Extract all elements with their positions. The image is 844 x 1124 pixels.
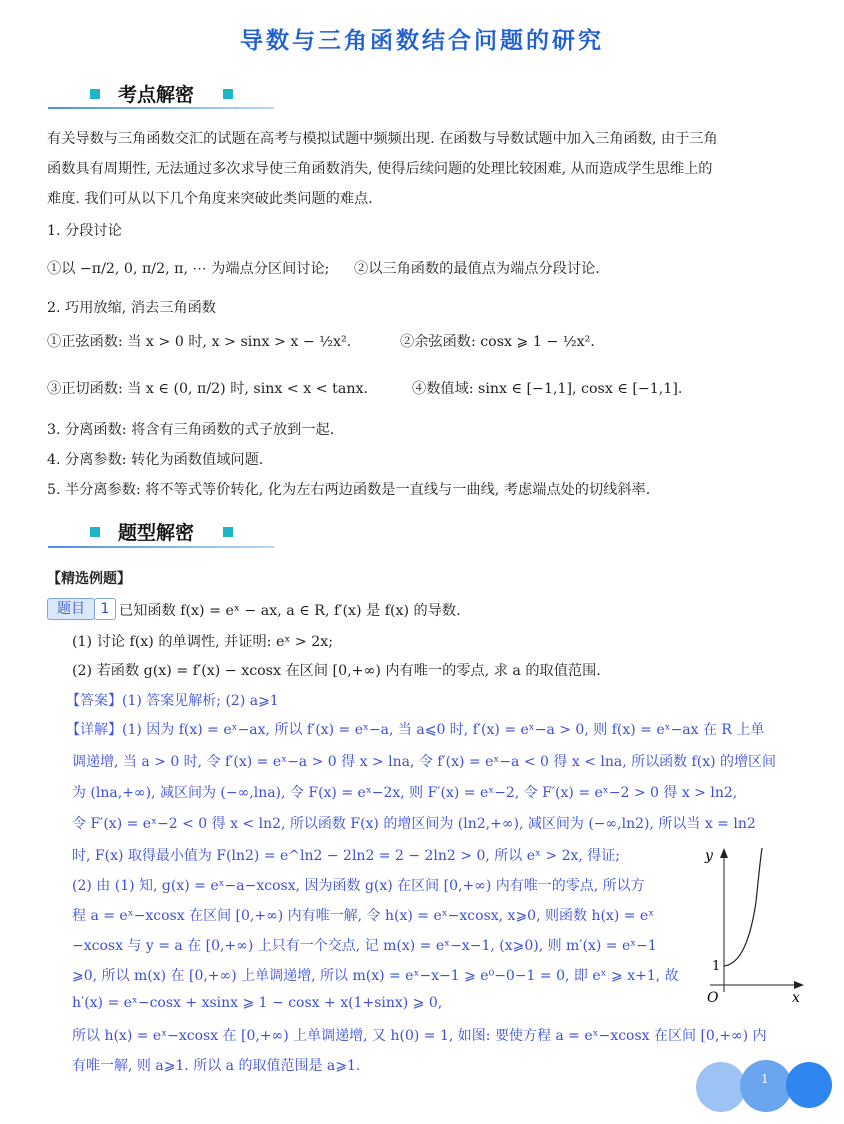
item-1b: ②以三角函数的最值点为端点分段讨论. xyxy=(354,261,600,277)
detail-line: 所以 h(x) = eˣ−xcosx 在 [0,+∞) 上单调递增, 又 h(0) = 1, 如图: 要使方程 a = eˣ−xcosx 在区间 [0,+∞) 内 xyxy=(72,1028,767,1044)
item-2c: ③正切函数: 当 x ∈ (0, π/2) 时, sinx < x < tanx. xyxy=(47,381,368,397)
section-underline xyxy=(48,107,274,109)
example-header: 【精选例题】 xyxy=(47,571,131,587)
detail-line: −xcosx 与 y = a 在 [0,+∞) 上只有一个交点, 记 m(x) = eˣ−x−1, (x⩾0), 则 m′(x) = eˣ−1 xyxy=(72,938,657,954)
circle-decoration xyxy=(786,1062,832,1108)
item-2a: ①正弦函数: 当 x > 0 时, x > sinx > x − ½x². xyxy=(47,334,352,350)
intro-line-3: 难度. 我们可从以下几个角度来突破此类问题的难点. xyxy=(47,191,373,207)
item-2b: ②余弦函数: cosx ⩾ 1 − ½x². xyxy=(400,334,595,350)
problem-q2: (2) 若函数 g(x) = f′(x) − xcosx 在区间 [0,+∞) 内有唯一的零点, 求 a 的取值范围. xyxy=(72,663,601,679)
detail-line: (2) 由 (1) 知, g(x) = eˣ−a−xcosx, 因为函数 g(x) 在区间 [0,+∞) 内有唯一的零点, 所以方 xyxy=(72,878,645,894)
item-1a: ①以 −π/2, 0, π/2, π, ⋯ 为端点分区间讨论; xyxy=(47,261,330,277)
circle-decoration xyxy=(740,1060,792,1112)
item-3: 3. 分离函数: 将含有三角函数的式子放到一起. xyxy=(47,422,335,438)
intro-line-1: 有关导数与三角函数交汇的试题在高考与模拟试题中频频出现. 在函数与导数试题中加入三角函数, 由于三角 xyxy=(47,131,718,147)
detail-line: 【详解】(1) 因为 f(x) = eˣ−ax, 所以 f′(x) = eˣ−a, 当 a⩽0 时, f′(x) = eˣ−a > 0, 则 f(x) = eˣ−ax 在 R 上单 xyxy=(66,722,765,738)
problem-tag-label: 题目 xyxy=(47,598,95,620)
square-bullet-icon xyxy=(90,89,100,99)
page-title: 导数与三角函数结合问题的研究 xyxy=(240,28,604,54)
one-label: 1 xyxy=(712,959,721,974)
problem-stem: 已知函数 f(x) = eˣ − ax, a ∈ R, f′(x) 是 f(x) 的导数. xyxy=(119,603,461,619)
intro-line-2: 函数具有周期性, 无法通过多次求导使三角函数消失, 使得后续问题的处理比较困难, 从而造成学生思维上的 xyxy=(47,161,713,177)
item-2d: ④数值域: sinx ∈ [−1,1], cosx ∈ [−1,1]. xyxy=(412,381,683,397)
circle-decoration xyxy=(696,1062,746,1112)
detail-line: 时, F(x) 取得最小值为 F(ln2) = e^ln2 − 2ln2 = 2 − 2ln2 > 0, 所以 eˣ > 2x, 得证; xyxy=(72,848,620,864)
detail-line: h′(x) = eˣ−cosx + xsinx ⩾ 1 − cosx + x(1+sinx) ⩾ 0, xyxy=(72,995,443,1011)
curve-h xyxy=(724,848,762,966)
detail-line: ⩾0, 所以 m(x) 在 [0,+∞) 上单调递增, 所以 m(x) = eˣ−x−1 ⩾ e⁰−0−1 = 0, 即 eˣ ⩾ x+1, 故 xyxy=(72,968,679,984)
item-4: 4. 分离参数: 转化为函数值域问题. xyxy=(47,452,264,468)
section-title: 考点解密 xyxy=(118,84,195,106)
square-bullet-icon xyxy=(90,527,100,537)
item-2: 2. 巧用放缩, 消去三角函数 xyxy=(47,300,216,316)
detail-line: 为 (lna,+∞), 减区间为 (−∞,lna), 令 F(x) = eˣ−2x, 则 F′(x) = eˣ−2, 令 F′(x) = eˣ−2 > 0 得 x > ln2, xyxy=(72,785,738,801)
section-underline xyxy=(48,546,274,548)
x-axis-arrow-icon xyxy=(794,981,804,989)
detail-line: 调递增, 当 a > 0 时, 令 f′(x) = eˣ−a > 0 得 x > lna, 令 f′(x) = eˣ−a < 0 得 x < lna, 所以函数 f(x) 的增区间 xyxy=(72,754,777,770)
origin-label: O xyxy=(707,990,719,1006)
section-title: 题型解密 xyxy=(118,522,195,544)
problem-tag-number: 1 xyxy=(94,598,116,620)
detail-line: 有唯一解, 则 a⩾1. 所以 a 的取值范围是 a⩾1. xyxy=(72,1058,361,1074)
item-1: 1. 分段讨论 xyxy=(47,223,122,239)
square-bullet-icon xyxy=(223,527,233,537)
y-label: y xyxy=(705,848,713,864)
detail-line: 程 a = eˣ−xcosx 在区间 [0,+∞) 内有唯一解, 令 h(x) = eˣ−xcosx, x⩾0, 则函数 h(x) = eˣ xyxy=(72,908,655,924)
x-label: x xyxy=(792,990,800,1006)
problem-q1: (1) 讨论 f(x) 的单调性, 并证明: eˣ > 2x; xyxy=(72,634,334,650)
answer-line: 【答案】(1) 答案见解析; (2) a⩾1 xyxy=(66,693,279,709)
page-number: 1 xyxy=(761,1072,769,1086)
square-bullet-icon xyxy=(223,89,233,99)
item-5: 5. 半分离参数: 将不等式等价转化, 化为左右两边函数是一直线与一曲线, 考虑端点处的切线斜率. xyxy=(47,482,651,498)
y-axis-arrow-icon xyxy=(720,848,728,858)
function-graph xyxy=(700,842,812,1010)
detail-line: 令 F′(x) = eˣ−2 < 0 得 x < ln2, 所以函数 F(x) 的增区间为 (ln2,+∞), 减区间为 (−∞,ln2), 所以当 x = ln2 xyxy=(72,816,756,832)
